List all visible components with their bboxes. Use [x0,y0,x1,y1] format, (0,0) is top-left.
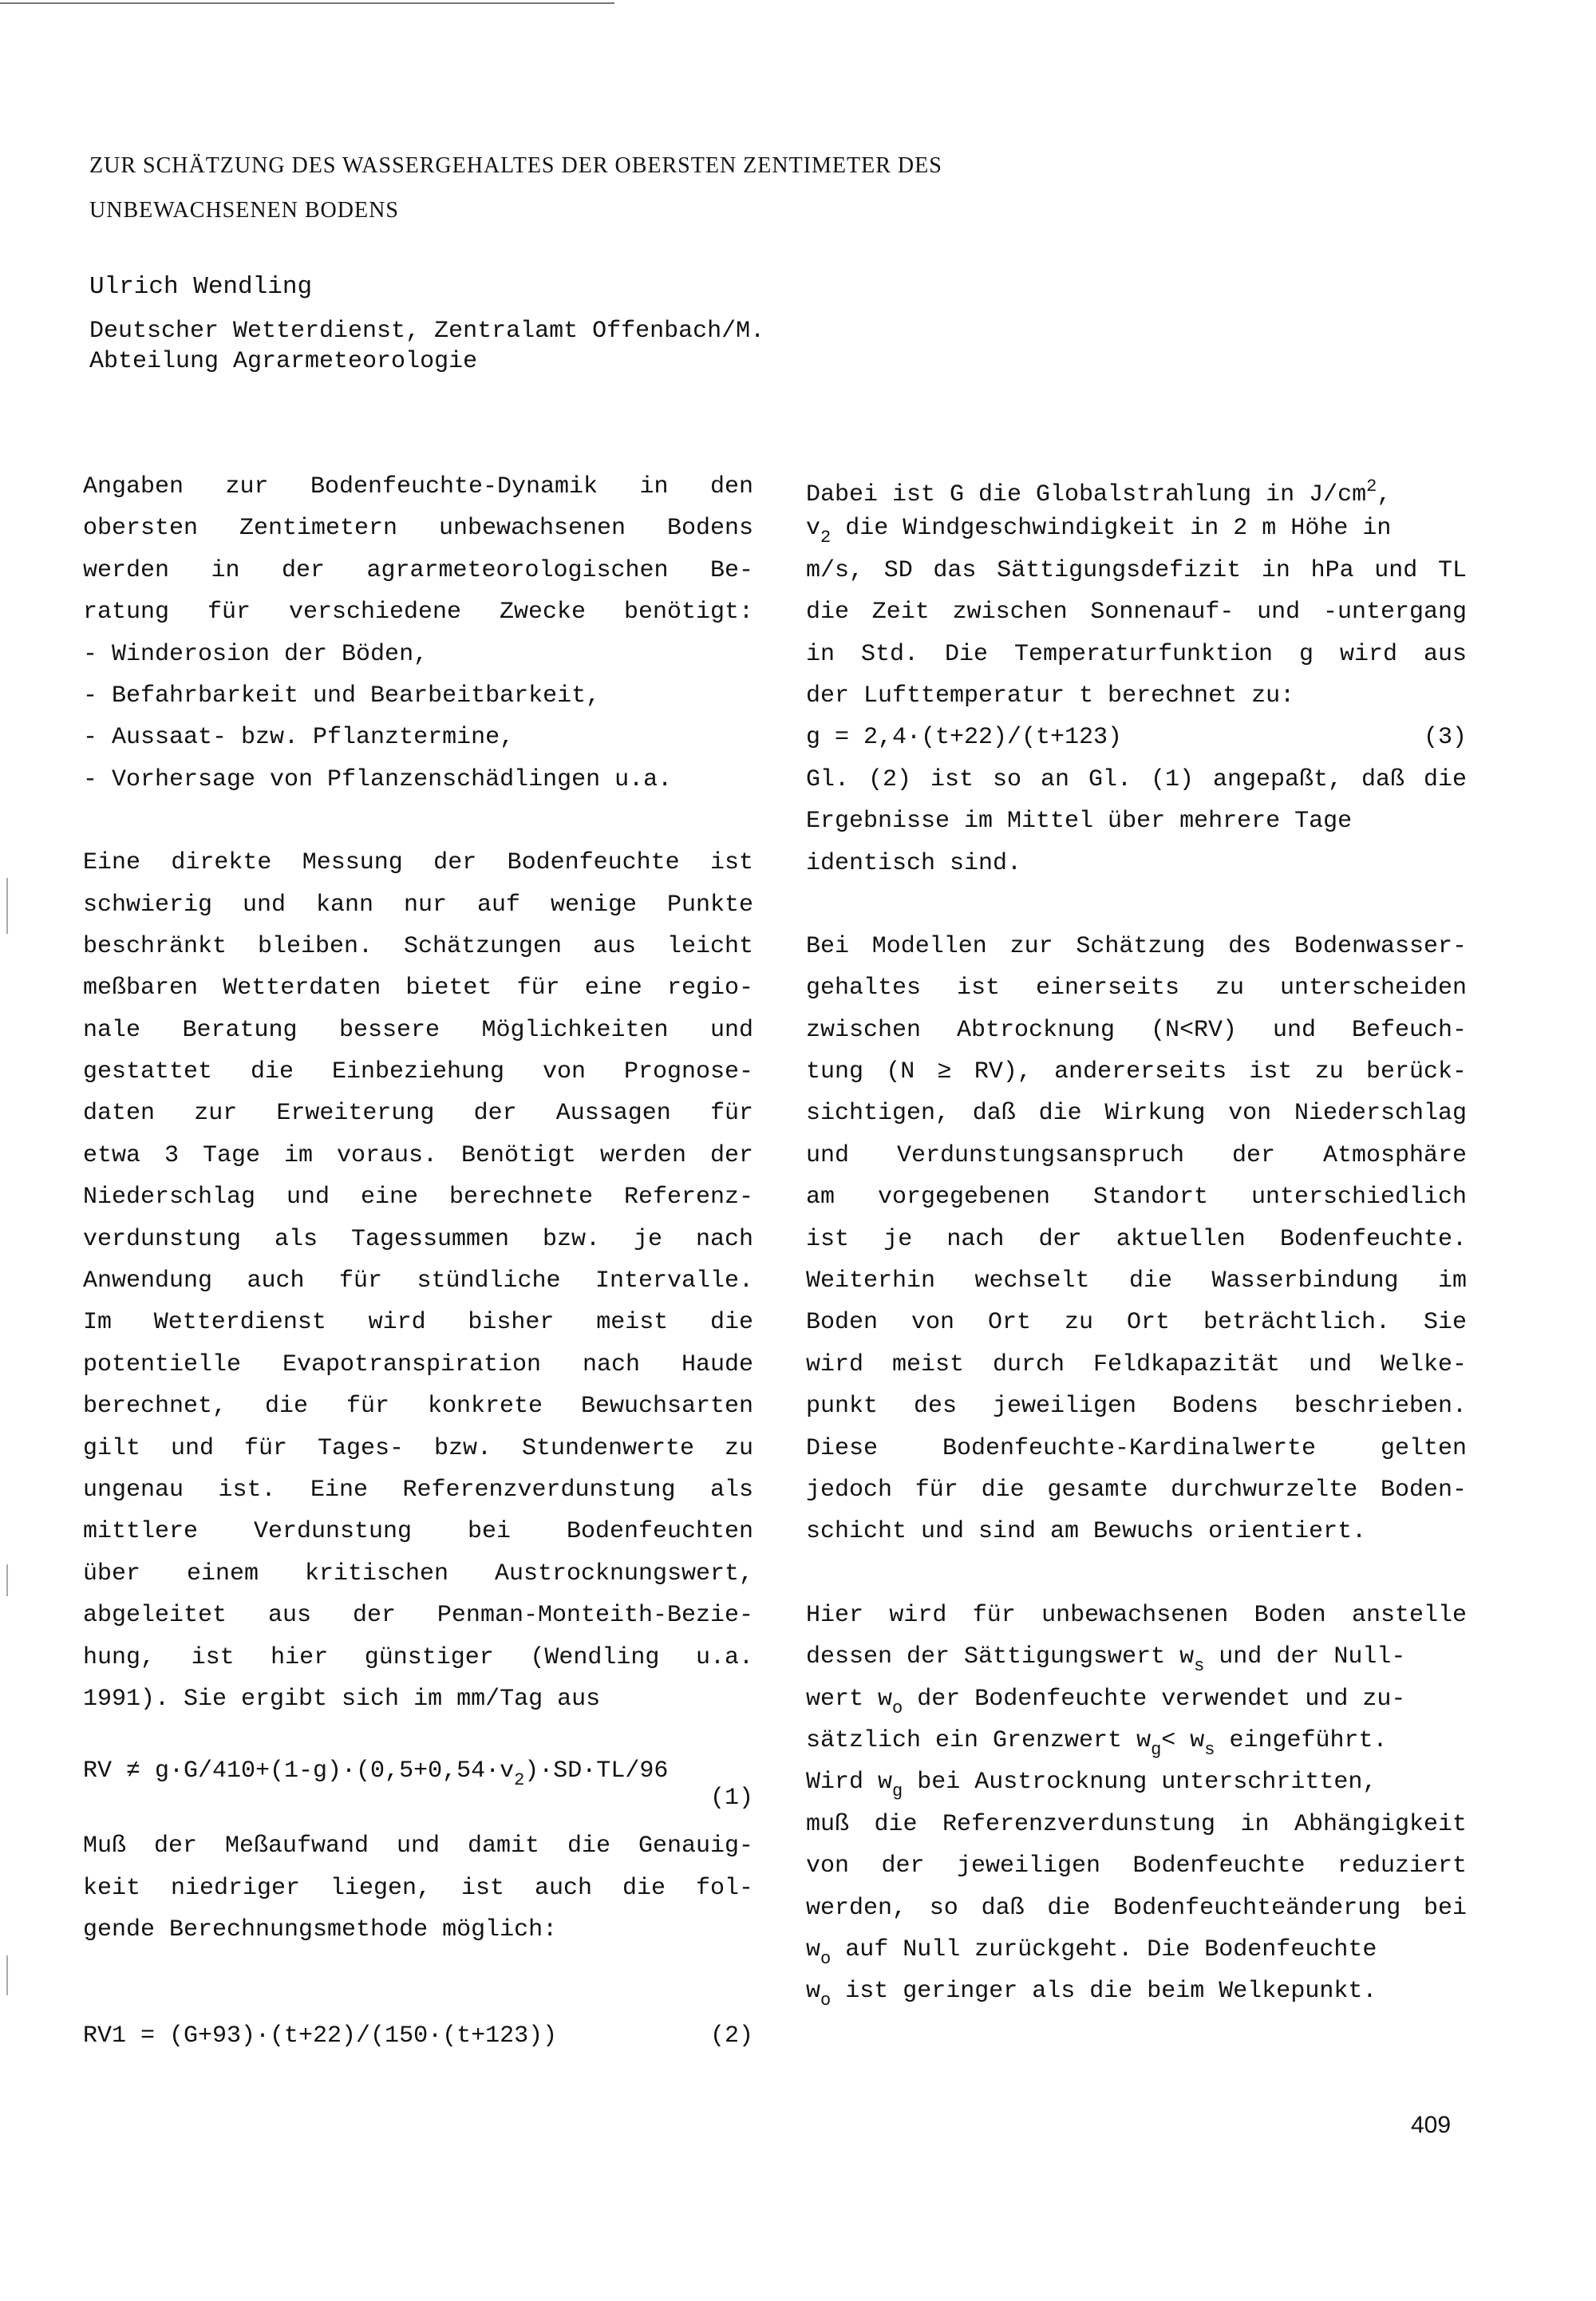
text-line [806,1678,1467,1720]
text-line: schicht und sind am Bewuchs orientiert. [806,1518,1367,1546]
text-line: tung (N ≥ RV), andererseits ist zu berück- [806,1058,1467,1086]
text-line: Angaben zur Bodenfeuchte-Dynamik in den [83,473,753,500]
subscript: o [820,1991,832,2011]
text-line: Eine direkte Messung der Bodenfeuchte ist [83,849,753,877]
text-line: werden in der agrarmeteorologischen Be- [83,556,753,584]
text-line: gehaltes ist einerseits zu unterscheiden [806,975,1467,1002]
text-fragment: , [1377,481,1392,508]
text-line: Im Wetterdienst wird bisher meist die [83,1309,753,1337]
paper-title [89,144,942,233]
title-line: UNBEWACHSENEN BODENS [89,198,399,223]
list-item: - Vorhersage von Pflanzenschädlingen u.a. [83,765,673,793]
text-line [806,508,1467,549]
text-line: meßbaren Wetterdaten bietet für eine regio- [83,975,753,1002]
text-line: zwischen Abtrocknung (N<RV) und Befeuch- [806,1016,1467,1044]
affiliation-line: Deutscher Wetterdienst, Zentralamt Offenbach/M. [89,318,765,345]
text-fragment: wert w [806,1685,893,1713]
text-line: Ergebnisse im Mittel über mehrere Tage [806,808,1353,836]
text-fragment: der Bodenfeuchte verwendet und zu- [903,1685,1406,1713]
author-name: Ulrich Wendling [89,273,313,301]
text-line: mittlere Verdunstung bei Bodenfeuchten [83,1518,753,1546]
equation-text: RV ≠ g·G/410+(1-g)·(0,5+0,54·v [83,1757,515,1785]
equation-text: )·SD·TL/96 [524,1757,669,1785]
paragraph-bare-soil [806,1595,1467,2013]
text-line: muß die Referenzverdunstung in Abhängigkeit [806,1810,1467,1838]
right-column [806,466,1467,2013]
text-line: die Zeit zwischen Sonnenauf- und -untergang [806,599,1467,627]
equation-text: g = 2,4·(t+22)/(t+123) [806,724,1123,752]
text-fragment: sätzlich ein Grenzwert w [806,1726,1152,1754]
scan-top-rule [0,2,614,4]
page-number: 409 [1411,2112,1452,2138]
text-line: Boden von Ort zu Ort beträchtlich. Sie [806,1309,1467,1337]
text-fragment: und der Null- [1204,1643,1406,1671]
text-line: am vorgegebenen Standort unterschiedlich [806,1184,1467,1212]
text-line [806,1971,1467,2012]
equation-number: (3) [1423,724,1467,752]
affiliation [89,316,764,377]
text-line: schwierig und kann nur auf wenige Punkte [83,891,753,919]
text-line: hung, ist hier günstiger (Wendling u.a. [83,1643,753,1671]
text-line: etwa 3 Tage im voraus. Benötigt werden der [83,1141,753,1169]
scan-margin-mark [6,1564,8,1596]
text-line: und Verdunstungsanspruch der Atmosphäre [806,1141,1467,1169]
text-line [806,1720,1467,1761]
text-line: wird meist durch Feldkapazität und Welke- [806,1350,1467,1378]
text-line: gilt und für Tages- bzw. Stundenwerte zu [83,1434,753,1462]
superscript: 2 [1366,476,1377,496]
text-line: Anwendung auch für stündliche Intervalle. [83,1267,753,1295]
subscript: o [820,1948,832,1969]
text-fragment: auf Null zurückgeht. Die Bodenfeuchte [831,1935,1377,1963]
text-line: Gl. (2) ist so an Gl. (1) angepaßt, daß die [806,765,1467,793]
list-item: - Aussaat- bzw. Pflanztermine, [83,724,515,752]
text-line: von der jeweiligen Bodenfeuchte reduziert [806,1852,1467,1880]
subscript: g [1151,1739,1162,1760]
text-line: Weiterhin wechselt die Wasserbindung im [806,1267,1467,1295]
text-line: Muß der Meßaufwand und damit die Genauig- [83,1832,753,1860]
text-fragment: bei Austrocknung unterschritten, [903,1769,1377,1797]
text-line: m/s, SD das Sättigungsdefizit in hPa und TL [806,556,1467,584]
text-line: über einem kritischen Austrocknungswert, [83,1560,753,1587]
text-line: der Lufttemperatur t berechnet zu: [806,682,1295,710]
text-line: beschränkt bleiben. Schätzungen aus leicht [83,932,753,960]
equation-text: RV1 = (G+93)·(t+22)/(150·(t+123)) [83,2022,558,2050]
title-line: ZUR SCHÄTZUNG DES WASSERGEHALTES DER OBERSTEN ZENTIMETER DES [89,153,942,178]
text-fragment: w [806,1935,821,1963]
text-fragment: dessen der Sättigungswert w [806,1643,1195,1671]
equation-number: (1) [709,1785,753,1813]
text-fragment: eingeführt. [1215,1726,1388,1754]
text-line: daten zur Erweiterung der Aussagen für [83,1100,753,1128]
text-line: obersten Zentimetern unbewachsenen Bodens [83,515,753,543]
text-fragment: ist geringer als die beim Welkepunkt. [831,1978,1377,2006]
text-line: Bei Modellen zur Schätzung des Bodenwasser- [806,932,1467,960]
subscript: s [1194,1656,1205,1677]
text-line: abgeleitet aus der Penman-Monteith-Bezie- [83,1602,753,1630]
text-fragment: < w [1161,1726,1205,1754]
text-line: Niederschlag und eine berechnete Referenz- [83,1184,753,1212]
text-line: ist je nach der aktuellen Bodenfeuchte. [806,1225,1467,1253]
paragraph-definitions [806,466,1467,717]
text-line: berechnet, die für konkrete Bewuchsarten [83,1393,753,1421]
text-line: verdunstung als Tagessummen bzw. je nach [83,1225,753,1253]
equation-1 [83,1750,753,1814]
equation-number: (2) [709,2022,753,2050]
text-line [806,1929,1467,1971]
paragraph-alternative [83,1825,753,1951]
text-line: potentielle Evapotranspiration nach Haude [83,1350,753,1378]
paragraph-measurement [83,842,753,1720]
paragraph-adjustment [806,759,1467,884]
paragraph-models [806,926,1467,1553]
text-line: gestattet die Einbeziehung von Prognose- [83,1058,753,1086]
paragraph-intro [83,466,753,801]
text-line: jedoch für die gesamte durchwurzelte Boden- [806,1476,1467,1504]
left-column [83,466,753,2057]
text-line: Diese Bodenfeuchte-Kardinalwerte gelten [806,1434,1467,1462]
text-fragment: Wird w [806,1769,893,1797]
text-line: identisch sind. [806,849,1022,877]
list-item: - Winderosion der Böden, [83,640,429,668]
text-fragment: die Windgeschwindigkeit in 2 m Höhe in [831,515,1392,543]
scan-margin-mark [6,878,8,934]
text-line [806,1636,1467,1678]
text-line: ungenau ist. Eine Referenzverdunstung als [83,1476,753,1504]
text-fragment: v [806,515,821,543]
affiliation-line: Abteilung Agrarmeteorologie [89,348,478,375]
text-line: in Std. Die Temperaturfunktion g wird aus [806,640,1467,668]
equation-2 [83,2015,753,2057]
subscript: 2 [820,528,832,548]
list-item: - Befahrbarkeit und Bearbeitbarkeit, [83,682,601,710]
subscript: o [892,1698,903,1718]
text-line: 1991). Sie ergibt sich im mm/Tag aus [83,1685,601,1713]
subscript: g [892,1781,903,1802]
text-line: nale Beratung bessere Möglichkeiten und [83,1016,753,1044]
text-line: gende Berechnungsmethode möglich: [83,1916,558,1944]
text-line: ratung für verschiedene Zwecke benötigt: [83,599,753,627]
text-line: werden, so daß die Bodenfeuchteänderung bei [806,1894,1467,1922]
text-fragment: Dabei ist G die Globalstrahlung in J/cm [806,481,1367,508]
text-line [806,1761,1467,1803]
text-line: sichtigen, daß die Wirkung von Niederschlag [806,1100,1467,1128]
text-line: Hier wird für unbewachsenen Boden anstelle [806,1601,1467,1629]
text-line [806,466,1467,508]
subscript: 2 [514,1770,525,1791]
scan-margin-mark [6,1955,8,1995]
subscript: s [1204,1739,1215,1760]
text-line: keit niedriger liegen, ist auch die fol- [83,1874,753,1902]
equation-3 [806,717,1467,758]
text-line: punkt des jeweiligen Bodens beschrieben. [806,1393,1467,1421]
text-fragment: w [806,1978,821,2006]
